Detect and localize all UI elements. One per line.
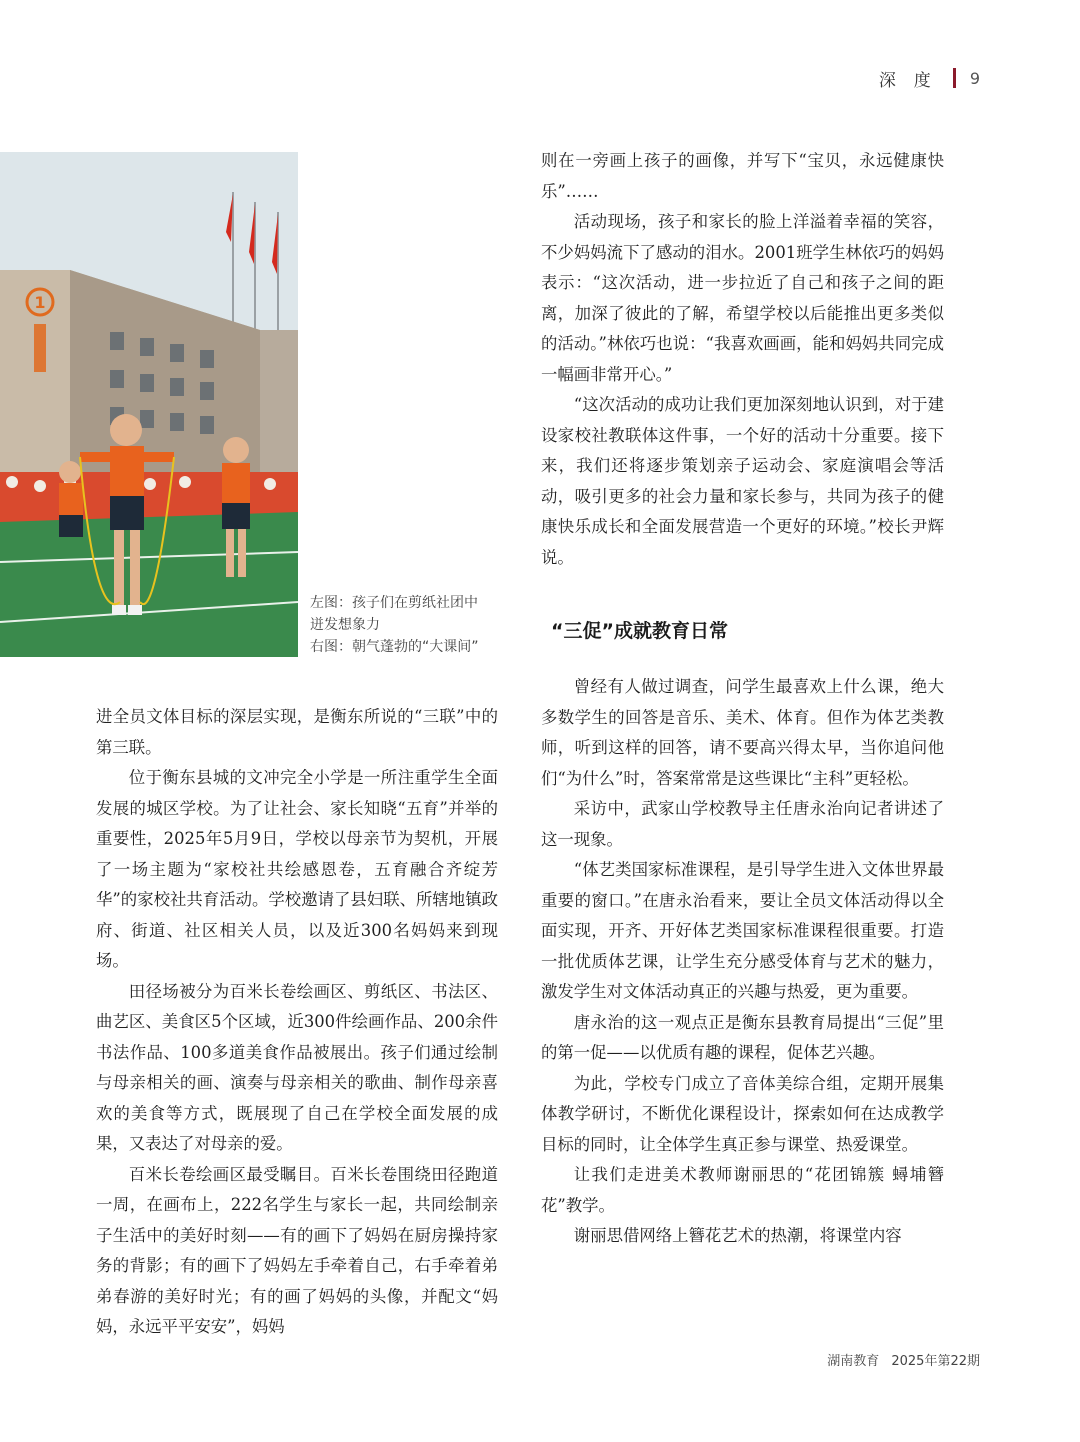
page-header bbox=[879, 64, 980, 92]
caption-line: 左图：孩子们在剪纸社团中 bbox=[310, 595, 478, 611]
right-column-bottom bbox=[541, 672, 944, 1252]
header-divider bbox=[953, 68, 956, 88]
paragraph: 活动现场，孩子和家长的脸上洋溢着幸福的笑容，不少妈妈流下了感动的泪水。2001班学生林依巧的妈妈表示：“这次活动，进一步拉近了自己和孩子之间的距离，加深了彼此的了解，希望学校以后能推出更多类似的活动。”林依巧也说：“我喜欢画画，能和妈妈共同完成一幅画非常开心。” bbox=[541, 212, 944, 384]
magazine-name: 湖南教育 bbox=[827, 1354, 880, 1369]
paragraph: 田径场被分为百米长卷绘画区、剪纸区、书法区、曲艺区、美食区5个区域，近300件绘画作品、200余件书法作品、100多道美食作品被展出。孩子们通过绘制与母亲相关的画、演奏与母亲相关的歌曲、制作母亲喜欢的美食等方式，既展现了自己在学校全面发展的成果，又表达了对母亲的爱。 bbox=[96, 981, 498, 1153]
paragraph: 谢丽思借网络上簪花艺术的热潮，将课堂内容 bbox=[573, 1226, 902, 1245]
photo-illustration bbox=[0, 152, 298, 657]
paragraph: 唐永治的这一观点正是衡东县教育局提出“三促”里的第一促——以优质有趣的课程，促体艺兴趣。 bbox=[541, 1012, 944, 1062]
caption-line: 右图：朝气蓬勃的“大课间” bbox=[310, 639, 479, 655]
photo-students-exercise bbox=[0, 152, 298, 657]
paragraph: 为此，学校专门成立了音体美综合组，定期开展集体教学研讨，不断优化课程设计，探索如何在达成教学目标的同时，让全体学生真正参与课堂、热爱课堂。 bbox=[541, 1073, 944, 1154]
paragraph: 曾经有人做过调查，问学生最喜欢上什么课，绝大多数学生的回答是音乐、美术、体育。但作为体艺类教师，听到这样的回答，请不要高兴得太早，当你追问他们“为什么”时，答案常常是这些课比“主科”更轻松。 bbox=[541, 677, 944, 788]
page-number: 9 bbox=[969, 68, 980, 88]
photo-caption bbox=[310, 592, 515, 658]
paragraph: “体艺类国家标准课程，是引导学生进入文体世界最重要的窗口。”在唐永治看来，要让全员文体活动得以全面实现，开齐、开好体艺类国家标准课程很重要。打造一批优质体艺课，让学生充分感受体育与艺术的魅力，激发学生对文体活动真正的兴趣与热爱，更为重要。 bbox=[541, 860, 944, 1001]
paragraph: 进全员文体目标的深层实现，是衡东所说的“三联”中的第三联。 bbox=[96, 707, 498, 757]
left-column bbox=[96, 702, 498, 1343]
section-title: 深度 bbox=[878, 70, 949, 91]
issue-number: 2025年第22期 bbox=[891, 1354, 980, 1369]
section-subheading: “三促”成就教育日常 bbox=[551, 620, 728, 642]
paragraph: 让我们走进美术教师谢丽思的“花团锦簇 蟳埔簪花”教学。 bbox=[541, 1165, 944, 1215]
svg-text:1: 1 bbox=[34, 293, 46, 312]
paragraph: “这次活动的成功让我们更加深刻地认识到，对于建设家校社教联体这件事，一个好的活动十分重要。接下来，我们还将逐步策划亲子运动会、家庭演唱会等活动，吸引更多的社会力量和家长参与，共同为孩子的健康快乐成长和全面发展营造一个更好的环境。”校长尹辉说。 bbox=[541, 395, 944, 567]
paragraph: 则在一旁画上孩子的画像，并写下“宝贝，永远健康快乐”…… bbox=[541, 151, 944, 201]
page-footer bbox=[827, 1350, 980, 1369]
paragraph: 位于衡东县城的文冲完全小学是一所注重学生全面发展的城区学校。为了让社会、家长知晓“五育”并举的重要性，2025年5月9日，学校以母亲节为契机，开展了一场主题为“家校社共绘感恩卷，五育融合齐绽芳华”的家校社共育活动。学校邀请了县妇联、所辖地镇政府、街道、社区相关人员，以及近300名妈妈来到现场。 bbox=[96, 768, 498, 970]
right-column-top bbox=[541, 146, 944, 573]
paragraph: 采访中，武家山学校教导主任唐永治向记者讲述了这一现象。 bbox=[541, 799, 944, 849]
paragraph: 百米长卷绘画区最受瞩目。百米长卷围绕田径跑道一周，在画布上，222名学生与家长一起，共同绘制亲子生活中的美好时刻——有的画下了妈妈在厨房操持家务的背影；有的画下了妈妈左手牵着自己，右手牵着弟弟春游的美好时光；有的画了妈妈的头像，并配文“妈妈，永远平平安安”，妈妈 bbox=[96, 1164, 498, 1336]
caption-line: 迸发想象力 bbox=[310, 617, 380, 633]
